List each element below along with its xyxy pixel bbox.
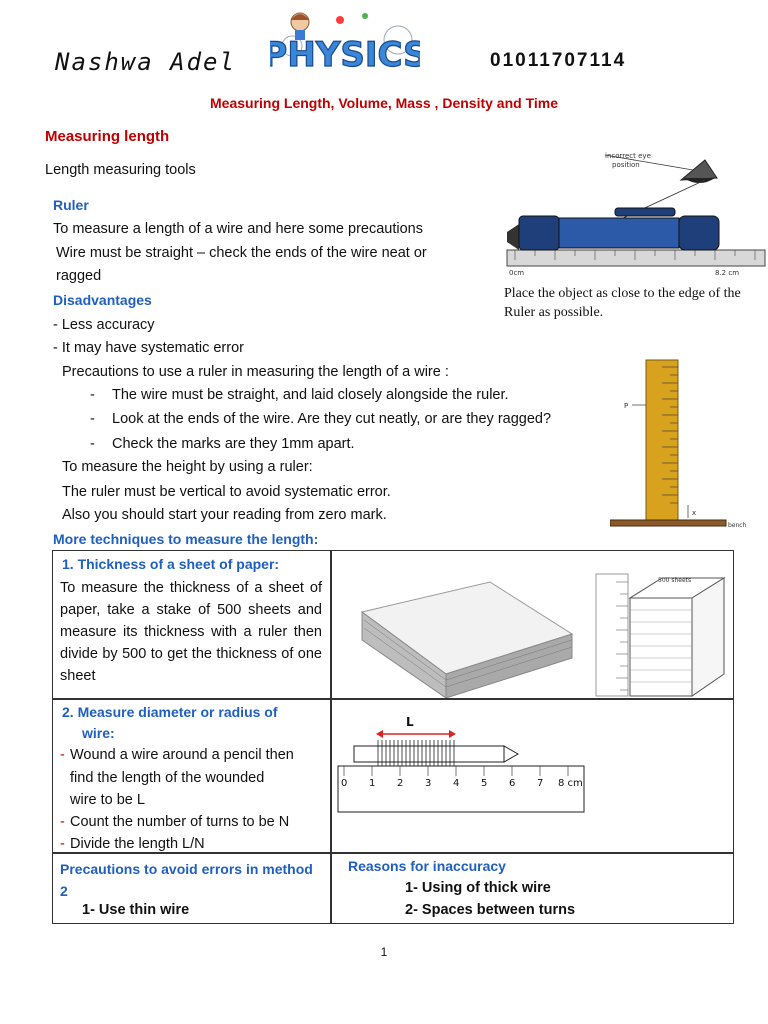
disadvantages-heading: Disadvantages: [53, 292, 152, 308]
physics-logo: [270, 6, 420, 84]
row3-left-item: 1- Use thin wire: [82, 902, 190, 918]
row3-right-heading: Reasons for inaccuracy: [348, 858, 506, 874]
ruler-heading: Ruler: [53, 197, 89, 213]
height-line3: Also you should start your reading from zero mark.: [62, 507, 387, 523]
pen-ruler-figure: [505, 150, 767, 280]
row3-right-item: 1- Using of thick wire: [405, 880, 551, 896]
bullet: -: [60, 836, 65, 852]
ruler-line1: To measure a length of a wire and here some precautions: [53, 221, 423, 237]
precautions-intro: Precautions to use a ruler in measuring the length of a wire :: [62, 364, 449, 380]
bullet: -: [60, 814, 65, 830]
stack-label: 500 sheets: [658, 577, 692, 584]
row2-item2: Count the number of turns to be N: [70, 814, 290, 830]
page-title: Measuring Length, Volume, Mass , Density and Time: [210, 95, 558, 111]
disadvantage-1: - Less accuracy: [53, 317, 155, 333]
author-name: Nashwa Adel: [55, 48, 236, 76]
tick-label: 4: [453, 778, 460, 789]
tick-label: 5: [481, 778, 488, 789]
logo-text: PHYSICS: [270, 35, 420, 75]
row3-left-heading: Precautions to avoid errors in method 2: [60, 861, 313, 899]
row2-item1c: wire to be L: [70, 792, 145, 808]
point-p-label: P: [624, 402, 629, 410]
bench-label: bench: [728, 522, 747, 529]
precaution-dash: -: [90, 387, 95, 403]
row1-heading: 1. Thickness of a sheet of paper:: [62, 556, 280, 572]
precaution-dash: -: [90, 411, 95, 427]
x-label: x: [692, 509, 697, 517]
eye-label-1: incorrect eye: [605, 152, 651, 160]
precaution-item: The wire must be straight, and laid closely alongside the ruler.: [112, 387, 509, 403]
tick-label: 6: [509, 778, 516, 789]
row2-item3: Divide the length L/N: [70, 836, 205, 852]
height-line2: The ruler must be vertical to avoid systematic error.: [62, 484, 391, 500]
row2-item1a: Wound a wire around a pencil then: [70, 747, 294, 763]
pencil-ruler-figure: [336, 712, 588, 816]
phone-number: 01011707114: [490, 50, 627, 71]
tick-label: 0: [341, 778, 348, 789]
precaution-item: Check the marks are they 1mm apart.: [112, 436, 355, 452]
tick-label: 3: [425, 778, 432, 789]
figure-caption: Place the object as close to the edge of the Ruler as possible.: [504, 286, 741, 320]
page-number: 1: [380, 945, 388, 959]
precaution-dash: -: [90, 436, 95, 452]
row3-right-item: 2- Spaces between turns: [405, 902, 576, 918]
row2-item1b: find the length of the wounded: [70, 770, 265, 786]
tick-label: 1: [369, 778, 376, 789]
precaution-item: Look at the ends of the wire. Are they cut neatly, or are they ragged?: [112, 411, 552, 427]
row2-heading-b: wire:: [82, 725, 115, 741]
section-subheading: Length measuring tools: [45, 162, 196, 178]
tick-start: 0cm: [509, 269, 525, 277]
tick-label: 8 cm: [558, 778, 583, 789]
row2-heading-a: 2. Measure diameter or radius of: [62, 704, 278, 720]
vertical-ruler-figure: [610, 355, 760, 535]
tick-label: 7: [537, 778, 544, 789]
disadvantage-2: - It may have systematic error: [53, 340, 244, 356]
eye-label-2: position: [612, 161, 640, 169]
ruler-line3: ragged: [56, 268, 102, 284]
section-heading: Measuring length: [45, 128, 170, 145]
more-techniques-heading: More techniques to measure the length:: [53, 531, 319, 547]
bullet: -: [60, 747, 65, 763]
ruler-line2: Wire must be straight – check the ends of the wire neat or: [56, 245, 427, 261]
tick-end: 8.2 cm: [715, 269, 740, 277]
row1-body: To measure the thickness of a sheet of paper, take a stake of 500 sheets and measure its thickness with a ruler then divide by 500 to get the thickness of one sheet: [60, 580, 322, 684]
label-l: L: [406, 715, 414, 729]
tick-label: 2: [397, 778, 404, 789]
paper-stack-figures: [340, 570, 732, 698]
height-line1: To measure the height by using a ruler:: [62, 459, 313, 475]
